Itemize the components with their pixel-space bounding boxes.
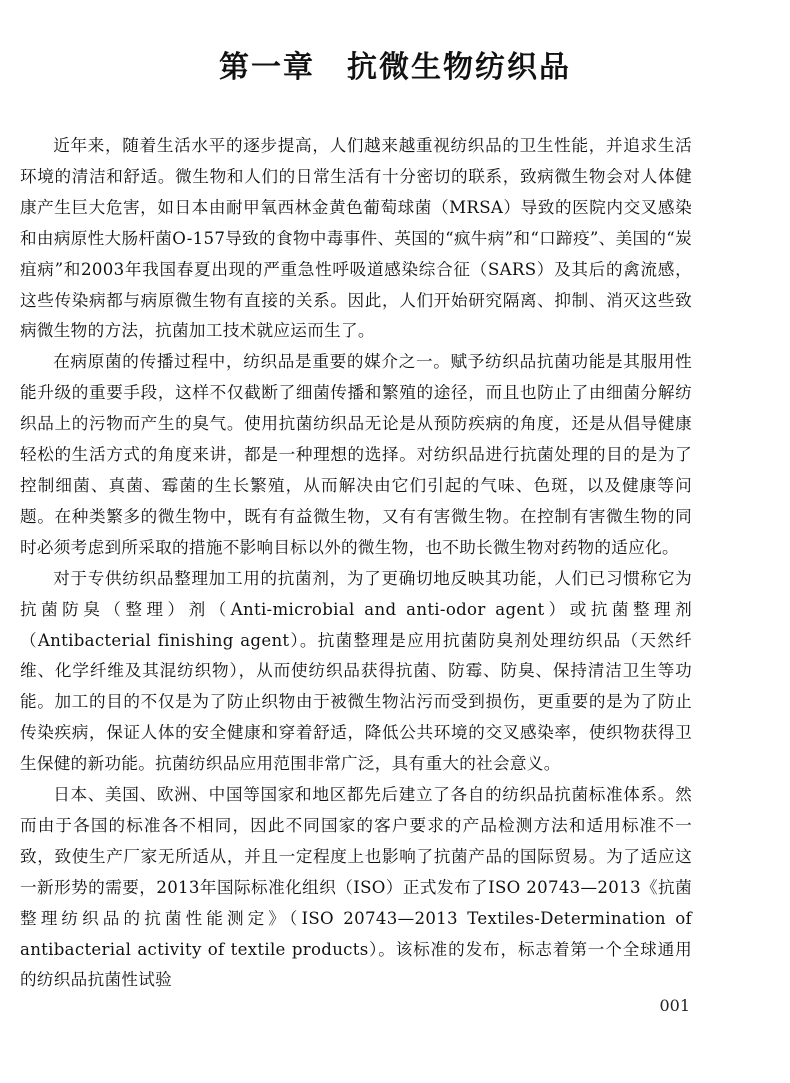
chapter-title: 第一章 抗微生物纺织品 [219,50,571,86]
paragraph: 在病原菌的传播过程中，纺织品是重要的媒介之一。赋予纺织品抗菌功能是其服用性能升级的重要手段，这样不仅截断了细菌传播和繁殖的途径，而且也防止了由细菌分解纺织品上的污物而产生的臭气。使用抗菌纺织品无论是从预防疾病的角度，还是从倡导健康轻松的生活方式的角度来讲，都是一种理想的选择。对纺织品进行抗菌处理的目的是为了控制细菌、真菌、霉菌的生长繁殖，从而解决由它们引起的气味、色斑，以及健康等问题。在种类繁多的微生物中，既有有益微生物，又有有害微生物。在控制有害微生物的同时必须考虑到所采取的措施不影响目标以外的微生物，也不助长微生物对药物的适应化。 [20,352,692,557]
page-number: 001 [659,996,690,1015]
paragraph: 日本、美国、欧洲、中国等国家和地区都先后建立了各自的纺织品抗菌标准体系。然而由于各国的标准各不相同，因此不同国家的客户要求的产品检测方法和适用标准不一致，致使生产厂家无所适从，并且一定程度上也影响了抗菌产品的国际贸易。为了适应这一新形势的需要，2013年国际标准化组织（ISO）正式发布了ISO 20743—2013《抗菌整理纺织品的抗菌性能测定》（ISO 20743—2013 Textiles-Determination of antibacterial activity of textile products）。该标准的发布，标志着第一个全球通用的纺织品抗菌性试验 [20,785,692,990]
body-text [20,131,692,996]
paragraph: 近年来，随着生活水平的逐步提高，人们越来越重视纺织品的卫生性能，并追求生活环境的清洁和舒适。微生物和人们的日常生活有十分密切的联系，致病微生物会对人体健康产生巨大危害，如日本由耐甲氧西林金黄色葡萄球菌（MRSA）导致的医院内交叉感染和由病原性大肠杆菌O-157导致的食物中毒事件、英国的“疯牛病”和“口蹄疫”、美国的“炭疽病”和2003年我国春夏出现的严重急性呼吸道感染综合征（SARS）及其后的禽流感，这些传染病都与病原微生物有直接的关系。因此，人们开始研究隔离、抑制、消灭这些致病微生物的方法，抗菌加工技术就应运而生了。 [20,136,692,341]
paragraph: 对于专供纺织品整理加工用的抗菌剂，为了更确切地反映其功能，人们已习惯称它为抗菌防臭（整理）剂（Anti-microbial and anti-odor agent）或抗菌整理剂（Antibacterial finishing agent）。抗菌整理是应用抗菌防臭剂处理纺织品（天然纤维、化学纤维及其混纺织物），从而使纺织品获得抗菌、防霉、防臭、保持清洁卫生等功能。加工的目的不仅是为了防止织物由于被微生物沾污而受到损伤，更重要的是为了防止传染疾病，保证人体的安全健康和穿着舒适，降低公共环境的交叉感染率，使织物获得卫生保健的新功能。抗菌纺织品应用范围非常广泛，具有重大的社会意义。 [20,568,692,774]
